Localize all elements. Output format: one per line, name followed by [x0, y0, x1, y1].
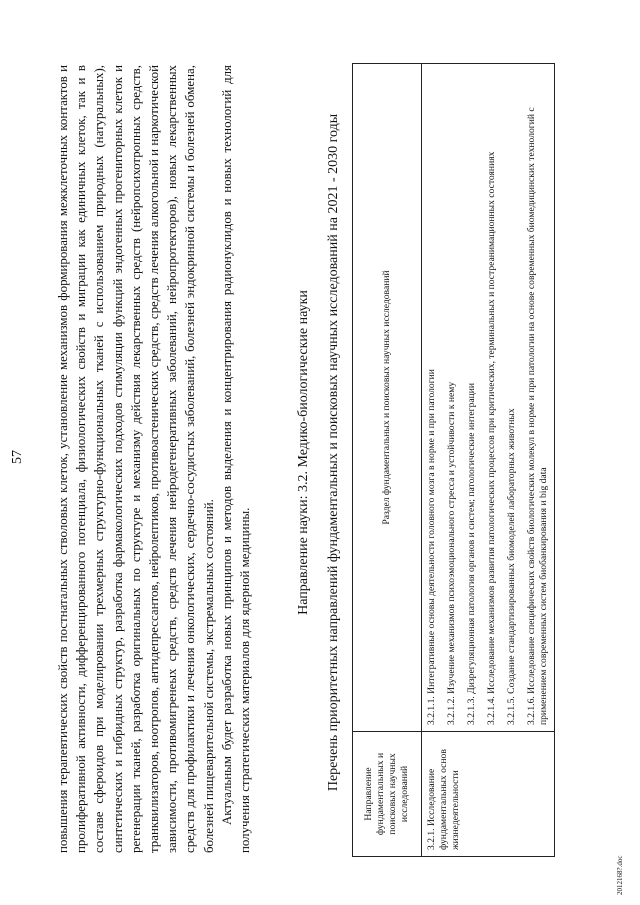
sections-cell: [422, 64, 555, 732]
body-text: [54, 65, 254, 853]
section-heading: Направление науки: 3.2. Медико-биологические науки: [296, 290, 311, 615]
header-direction: Направление фундаментальных и поисковых научных исследований: [353, 732, 422, 857]
body-paragraph-1: повышения терапевтических свойств постнатальных стволовых клеток, установление механизмов формирования межклеточных контактов и пролиферативной активности, дифференцированного потенциала, физиологических свойств и миграции как единичных клеток, так и в составе сфероидов при моделировании трехмерных структурно-функциональных тканей с использованием природных (натуральных), синтетических и гибридных структур, разработка фармакологических подходов стимуляции функций эндогенных прогениторных клеток и регенерации тканей, разработка оригинальных по структуре и механизму действия лекарственных средств (нейропсихотропных средств, транквилизаторов, ноотропов, антидепрессантов, нейролептиков, противоастенических средств, средств лечения алкогольной и наркотической зависимости, противомигренеых средств, средств лечения нейродегенеративных заболеваний, нейропротекторов), новых лекарственных средств для профилактики и лечения онкологических, сердечно-сосудистых заболеваний, болезней эндокринной системы и болезней обмена, болезней пищеварительной системы, экстремальных состояний.: [56, 65, 216, 853]
table-header-row: [353, 64, 422, 857]
section-item: 3.2.1.5. Создание стандартизированных биомоделей лабораторных животных: [506, 408, 517, 725]
direction-cell: 3.2.1. Исследование фундаментальных основ жизнедеятельности: [422, 732, 555, 857]
list-heading: Перечень приоритетных направлений фундаментальных и поисковых научных исследований на 2021 - 2030 годы: [326, 113, 341, 792]
section-item: 3.2.1.2. Изучение механизмов психоэмоционального стресса и устойчивости к нему: [446, 381, 457, 725]
section-item: 3.2.1.3. Дизрегуляционная патология органов и систем; патологические интеграции: [466, 382, 477, 725]
section-item: 3.2.1.4. Исследование механизмов развития патологических процессов при критических, терминальных и постреанимационных состояниях: [486, 151, 497, 725]
page-number: 57: [10, 450, 25, 464]
directions-table: [352, 63, 555, 857]
section-item: 3.2.1.6. Исследование специфических свойств биологических молекул в норме и при патологии на основе современных биомедицинских технологий с применением современных систем биобанкирования и big data: [526, 107, 549, 725]
body-paragraph-2: Актуальным будет разработка новых принципов и методов выделения и концентрирования радионуклидов и новых технологий для получения стратегических материалов для ядерной медицины.: [219, 65, 253, 853]
table-row: [422, 64, 555, 857]
footer-code: 2012168?.doc: [616, 855, 624, 895]
header-section: Раздел фундаментальных и поисковых научных исследований: [353, 64, 422, 732]
section-item: 3.2.1.1. Интегративные основы деятельности головного мозга в норме и при патологии: [426, 369, 437, 725]
